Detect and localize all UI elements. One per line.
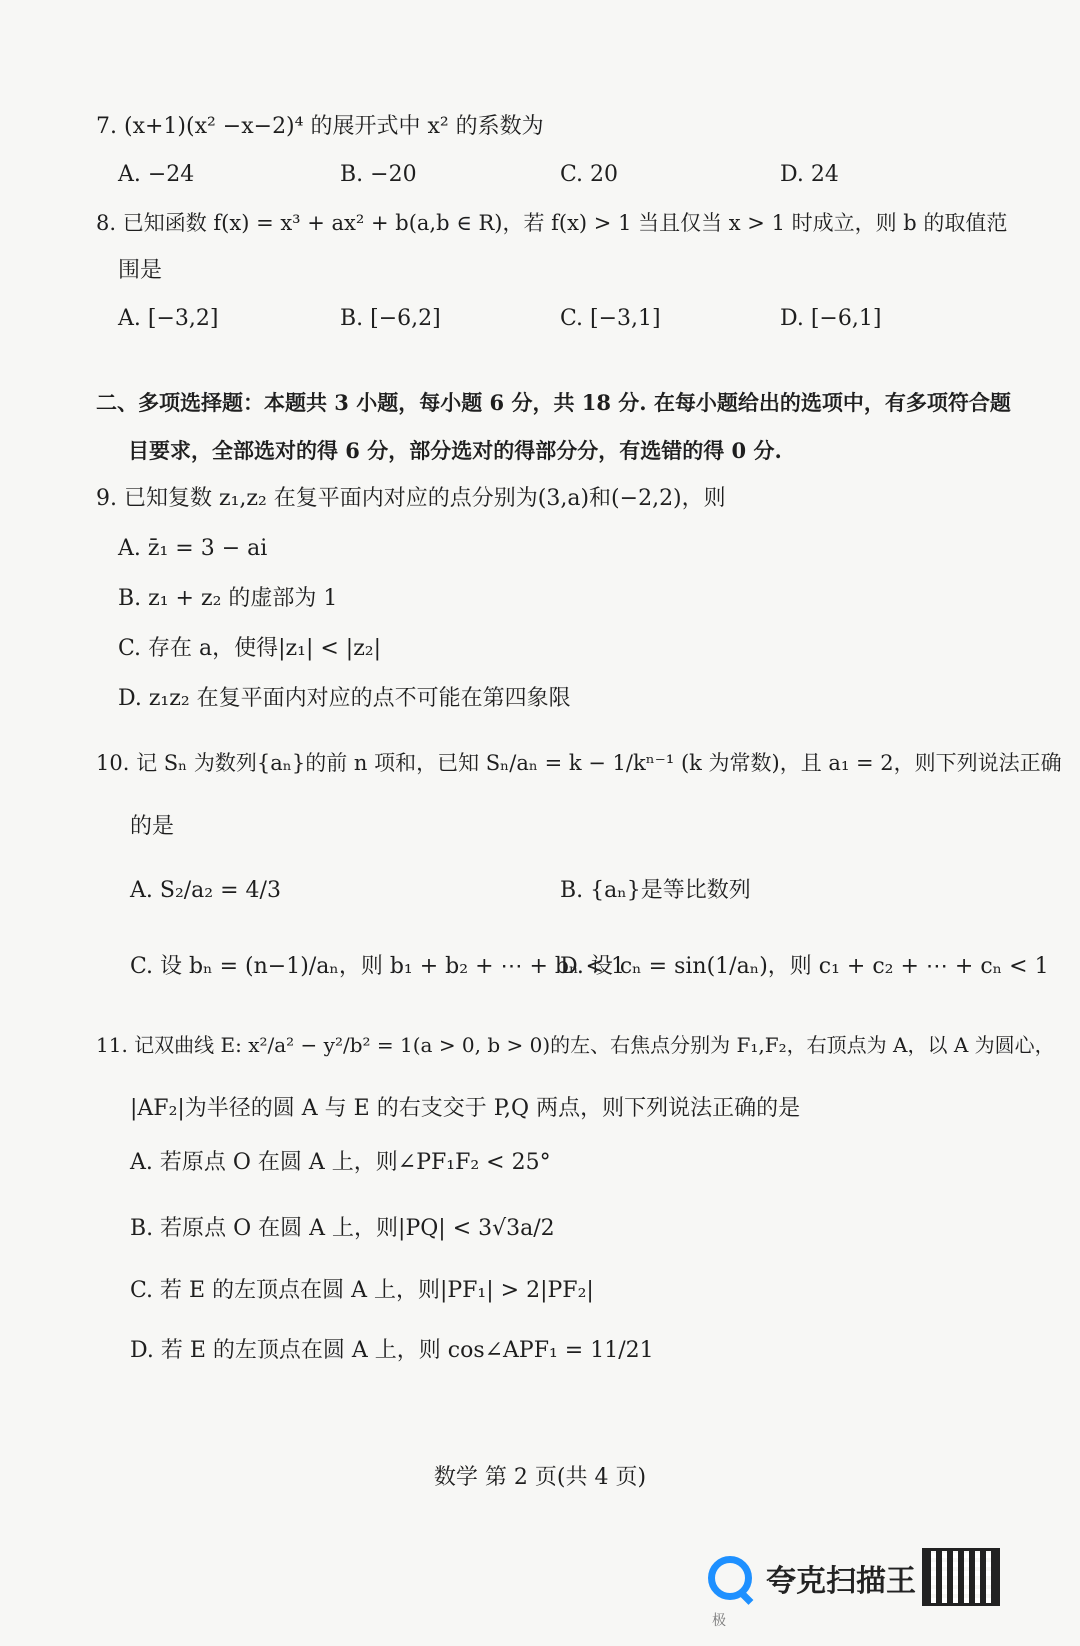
q11-option-d: D. 若 E 的左顶点在圆 A 上，则 cos∠APF₁ = 11/21: [130, 1338, 654, 1363]
q8-option-c: C. [−3,1]: [560, 306, 661, 331]
q7-option-c: C. 20: [560, 162, 619, 187]
q7-option-b: B. −20: [340, 162, 417, 187]
q11-option-a: A. 若原点 O 在圆 A 上，则∠PF₁F₂ < 25°: [130, 1150, 551, 1175]
q9-option-c: C. 存在 a，使得|z₁| < |z₂|: [118, 636, 382, 661]
q7-option-a: A. −24: [118, 162, 195, 187]
quark-q-icon: [708, 1556, 752, 1600]
q11-stem-line2: |AF₂|为半径的圆 A 与 E 的右支交于 P,Q 两点，则下列说法正确的是: [130, 1096, 801, 1121]
q7-option-d: D. 24: [780, 162, 839, 187]
q10-option-c: C. 设 bₙ = (n−1)/aₙ，则 b₁ + b₂ + ⋯ + bₙ < 1: [130, 954, 625, 979]
q11-option-c: C. 若 E 的左顶点在圆 A 上，则|PF₁| > 2|PF₂|: [130, 1278, 594, 1303]
q11-option-b: B. 若原点 O 在圆 A 上，则|PQ| < 3√3a/2: [130, 1216, 555, 1241]
watermark-text: 夸克扫描王: [766, 1564, 916, 1599]
q9-option-a: A. z̄₁ = 3 − ai: [118, 536, 268, 561]
q8-option-d: D. [−6,1]: [780, 306, 882, 331]
watermark-small-text: 极: [712, 1613, 726, 1629]
q7-stem: 7. (x+1)(x² −x−2)⁴ 的展开式中 x² 的系数为: [96, 114, 544, 139]
qr-code-icon: [922, 1548, 1000, 1606]
q8-option-a: A. [−3,2]: [118, 306, 219, 331]
q10-option-d: D. 设 cₙ = sin(1/aₙ)，则 c₁ + c₂ + ⋯ + cₙ < 1: [560, 954, 1049, 979]
q8-option-b: B. [−6,2]: [340, 306, 441, 331]
q8-stem-line1: 8. 已知函数 f(x) = x³ + ax² + b(a,b ∈ R)，若 f(x) > 1 当且仅当 x > 1 时成立，则 b 的取值范: [96, 211, 1008, 235]
section2-header-line2: 目要求，全部选对的得 6 分，部分选对的得部分分，有选错的得 0 分.: [128, 438, 782, 463]
q9-option-b: B. z₁ + z₂ 的虚部为 1: [118, 586, 338, 611]
q8-stem-line2: 围是: [118, 258, 163, 283]
q10-option-a: A. S₂/a₂ = 4/3: [130, 878, 281, 903]
q9-stem: 9. 已知复数 z₁,z₂ 在复平面内对应的点分别为(3,a)和(−2,2)，则: [96, 486, 726, 511]
q9-option-d: D. z₁z₂ 在复平面内对应的点不可能在第四象限: [118, 686, 571, 711]
section2-header-line1: 二、多项选择题：本题共 3 小题，每小题 6 分，共 18 分. 在每小题给出的选项中，有多项符合题: [96, 390, 1011, 415]
q10-stem-line2: 的是: [130, 814, 175, 839]
q10-stem-line1: 10. 记 Sₙ 为数列{aₙ}的前 n 项和，已知 Sₙ/aₙ = k − 1/kⁿ⁻¹ (k 为常数)，且 a₁ = 2，则下列说法正确: [96, 751, 1062, 775]
q10-option-b: B. {aₙ}是等比数列: [560, 878, 751, 903]
page-footer: 数学 第 2 页(共 4 页): [433, 1465, 647, 1490]
q11-stem-line1: 11. 记双曲线 E: x²/a² − y²/b² = 1(a > 0, b > 0)的左、右焦点分别为 F₁,F₂，右顶点为 A，以 A 为圆心，: [96, 1033, 1055, 1057]
